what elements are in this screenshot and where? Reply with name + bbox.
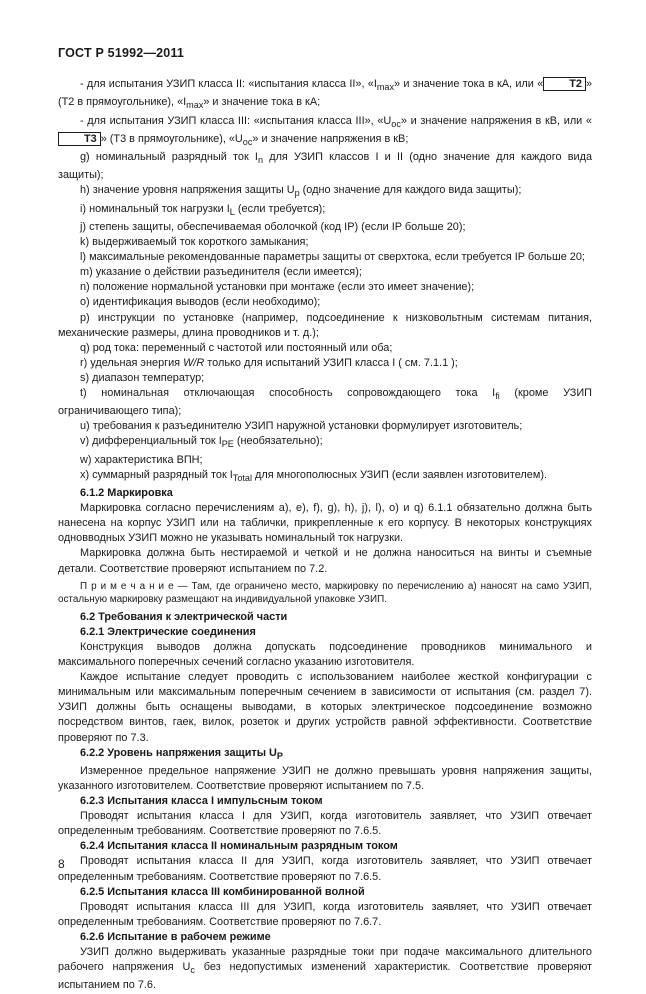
paragraph: Конструкция выводов должна допускать подсоединение проводников минимального и максимального поперечных сечений согласно указанию изготовителя.: [58, 641, 592, 669]
list-item-p: p) инструкции по установке (например, подсоединение к низковольтным системам питания, механические размеры, длина проводников и т. д.);: [58, 311, 592, 339]
page-header: ГОСТ Р 51992—2011: [58, 46, 185, 60]
paragraph: Каждое испытание следует проводить с использованием наиболее жесткой конфигурации с минимальным или максимальным поперечным сечением в зависимости от испытания (см. раздел 7). УЗИП должны быть оснащены выводами, в которых электрическое подсоединение возможно посредством винтов, гаек, вилок, розеток и других устройств равной эффективности. Соответствие проверяют по 7.3.: [58, 671, 592, 744]
paragraph: Проводят испытания класса III для УЗИП, когда изготовитель заявляет, что УЗИП отвечает определенным требованиям. Соответствие проверяют по 7.6.7.: [58, 900, 592, 928]
list-item-g: g) номинальный разрядный ток $I_n$ для УЗИП классов I и II (одно значение для каждого вида защиты);: [58, 151, 593, 182]
paragraph: Проводят испытания класса I для УЗИП, когда изготовитель заявляет, что УЗИП отвечает определенным требованиям. Соответствие проверяют по 7.6.5.: [58, 810, 592, 838]
paragraph: Маркировка должна быть нестираемой и четкой и не должна наноситься на винты и съемные детали. Соответствие проверяют испытанием по 7.2.: [58, 547, 592, 575]
list-item-t: t) номинальная отключающая способность сопровождающего тока $I_{fi}$ (кроме УЗИП ограничивающего типа);: [58, 386, 593, 418]
paragraph: Маркировка согласно перечислениям a), e), f), g), h), j), l), o) и q) 6.1.1 обязательно должна быть нанесена на корпус УЗИП или на таблички, прикрепленные к его корпусу. В некоторых конструкциях одновводных УЗИП можно не указывать номинальный ток нагрузки.: [58, 502, 592, 545]
list-item-x: x) суммарный разрядный ток $I_{Total}$ для многополюсных УЗИП (если заявлен изготовителем).: [80, 468, 547, 483]
heading-6-2: 6.2 Требования к электрической части: [80, 610, 288, 623]
list-item-h: h) значение уровня напряжения защиты $U_p$ (одно значение для каждого вида защиты);: [80, 184, 522, 199]
heading-6-2-1: 6.2.1 Электрические соединения: [80, 625, 256, 638]
heading-6-2-4: 6.2.4 Испытания класса II номинальным разрядным током: [80, 840, 398, 853]
heading-6-2-3: 6.2.3 Испытания класса I импульсным током: [80, 795, 323, 808]
list-item-j: j) степень защиты, обеспечиваемая оболочкой (код IP) (если IP больше 20);: [80, 220, 466, 233]
list-item-o: o) идентификация выводов (если необходимо);: [80, 296, 321, 309]
note: П р и м е ч а н и е — Там, где ограничено место, маркировку по перечислению a) наносят на само УЗИП, остальную маркировку размещают на индивидуальной упаковке УЗИП.: [58, 580, 592, 606]
list-item-n: n) положение нормальной установки при монтаже (если это имеет значение);: [80, 281, 475, 294]
list-item-q: q) род тока: переменный с частотой или постоянный или оба;: [80, 341, 393, 354]
page-content: [58, 77, 592, 994]
t2-box: T2: [543, 77, 586, 91]
list-item-k: k) выдерживаемый ток короткого замыкания;: [80, 236, 309, 249]
list-item-i: i) номинальный ток нагрузки $I_L$ (если требуется);: [80, 202, 326, 217]
t3-box: T3: [58, 132, 101, 146]
list-item-m: m) указание о действии разъединителя (если имеется);: [80, 266, 362, 279]
heading-6-2-6: 6.2.6 Испытание в рабочем режиме: [80, 930, 271, 943]
paragraph: Проводят испытания класса II для УЗИП, когда изготовитель заявляет, что УЗИП отвечает определенным требованиям. Соответствие проверяют по 7.6.5.: [58, 855, 592, 883]
paragraph: Измеренное предельное напряжение УЗИП не должно превышать уровня напряжения защиты, указанного изготовителем. Соответствие проверяют испытанием по 7.5.: [58, 764, 592, 793]
list-item-r: r) удельная энергия W/R только для испытаний УЗИП класса I ( см. 7.1.1 );: [80, 356, 458, 369]
paragraph: УЗИП должно выдерживать указанные разрядные токи при подаче максимального длительного рабочего напряжения $U_c$ без недопустимых изменений характеристик. Соответствие проверяют испытанием по 7.6.: [58, 946, 593, 992]
heading-6-1-2: 6.1.2 Маркировка: [80, 487, 173, 500]
list-item-u: u) требования к разъединителю УЗИП наружной установки формулирует изготовитель;: [80, 420, 523, 433]
page-number: 8: [58, 857, 65, 871]
list-item-class2: - для испытания УЗИП класса II: «испытания класса II», «$I_{max}$» и значение тока в кА, или « T2 » (Т2 в прямоугольнике), «$I_{max}$» и значение тока в кА;: [58, 78, 592, 111]
list-item-s: s) диапазон температур;: [80, 371, 205, 384]
list-item-l: l) максимальные рекомендованные параметры защиты от сверхтока, если требуется IP больше 20;: [80, 251, 585, 264]
heading-6-2-2: 6.2.2 Уровень напряжения защиты $U_P$: [80, 746, 283, 761]
list-item-w: w) характеристика ВПН;: [80, 453, 203, 466]
list-item-v: v) дифференциальный ток $I_{PE}$ (необязательно);: [80, 435, 323, 450]
heading-6-2-5: 6.2.5 Испытания класса III комбинированной волной: [80, 885, 365, 898]
list-item-class3: - для испытания УЗИП класса III: «испытания класса III», «$U_{oc}$» и значение напряжения в кВ, или «T3 » (Т3 в прямоугольнике), «$U_{oc}$» и значение напряжения в кВ;: [58, 114, 592, 151]
